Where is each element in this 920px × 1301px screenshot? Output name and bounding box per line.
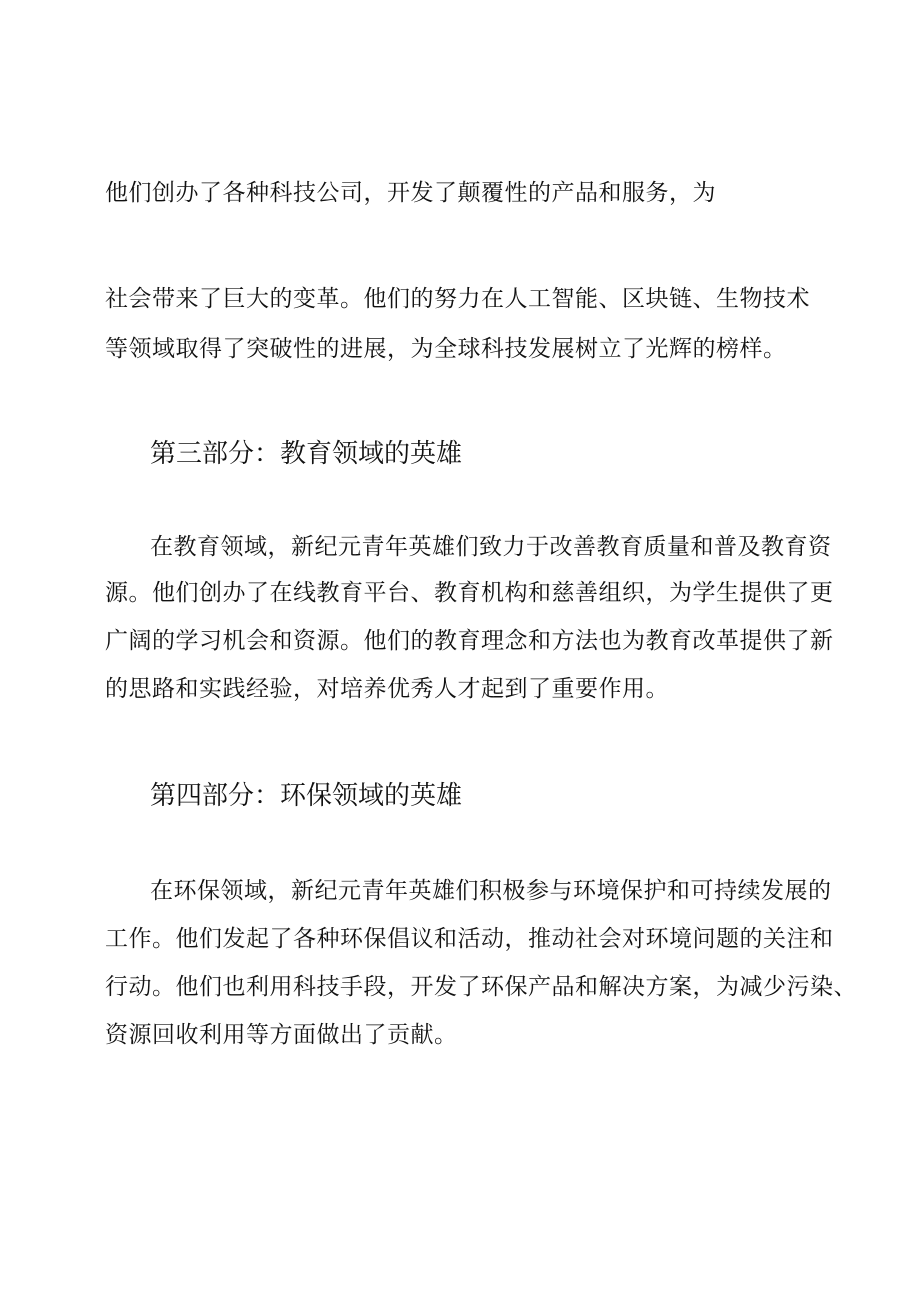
paragraph-line: 在环保领域，新纪元青年英雄们积极参与环境保护和可持续发展的	[150, 878, 832, 904]
section-heading-environment: 第四部分：环保领域的英雄	[150, 781, 463, 811]
paragraph-line: 社会带来了巨大的变革。他们的努力在人工智能、区块链、生物技术	[105, 286, 810, 312]
paragraph-line: 他们创办了各种科技公司，开发了颠覆性的产品和服务，为	[105, 180, 716, 206]
paragraph-line: 源。他们创办了在线教育平台、教育机构和慈善组织，为学生提供了更	[105, 580, 834, 606]
paragraph-line: 的思路和实践经验，对培养优秀人才起到了重要作用。	[105, 676, 669, 702]
paragraph-line: 工作。他们发起了各种环保倡议和活动，推动社会对环境问题的关注和	[105, 926, 834, 952]
section-heading-education: 第三部分：教育领域的英雄	[150, 439, 463, 469]
paragraph-line: 在教育领域，新纪元青年英雄们致力于改善教育质量和普及教育资	[150, 534, 832, 560]
paragraph-line: 广阔的学习机会和资源。他们的教育理念和方法也为教育改革提供了新	[105, 628, 834, 654]
paragraph-line: 行动。他们也利用科技手段，开发了环保产品和解决方案，为减少污染、	[105, 974, 857, 1000]
paragraph-line: 等领域取得了突破性的进展，为全球科技发展树立了光辉的榜样。	[105, 336, 787, 362]
paragraph-line: 资源回收利用等方面做出了贡献。	[105, 1022, 458, 1048]
